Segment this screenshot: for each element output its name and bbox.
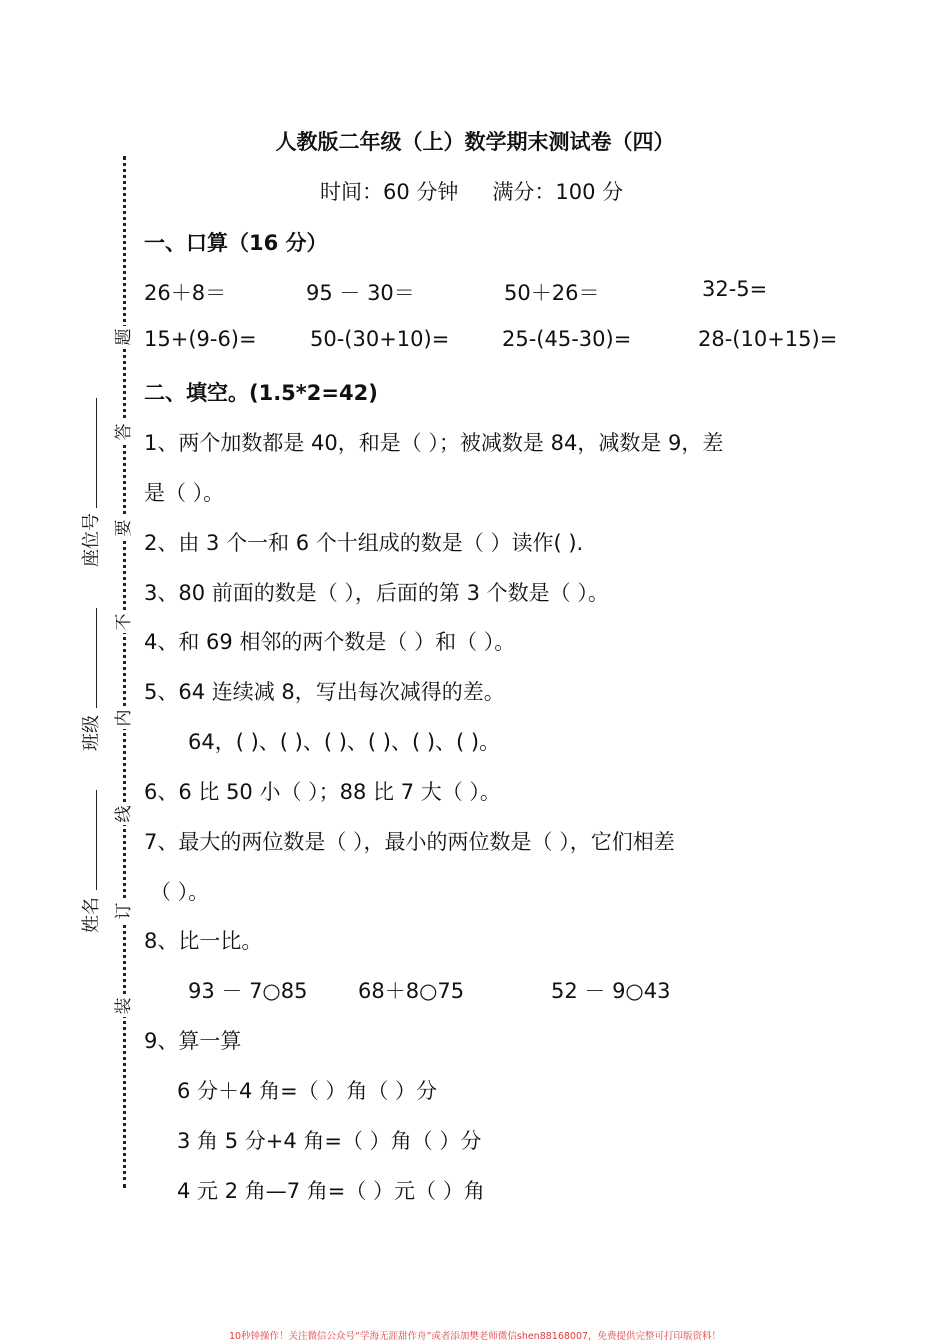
margin-char: 装 (112, 995, 136, 1017)
oral-calc-item: 26＋8＝ (144, 281, 227, 305)
question-7: 7、最大的两位数是（ ），最小的两位数是（ ），它们相差 (144, 830, 675, 854)
margin-char: 题 (112, 326, 136, 348)
oral-calc-item: 15+(9-6)= (144, 327, 257, 351)
margin-char: 内 (112, 707, 136, 729)
section2-heading: 二、填空。(1.5*2=42) (144, 381, 378, 405)
name-label: 姓名 (81, 897, 102, 933)
money-item: 6 分＋4 角=（ ）角（ ）分 (177, 1079, 438, 1103)
oral-calc-item: 50＋26＝ (504, 281, 600, 305)
question-2: 2、由 3 个一和 6 个十组成的数是（ ）读作( ). (144, 531, 584, 555)
question-1: 1、两个加数都是 40，和是（ ）；被减数是 84，减数是 9，差 (144, 431, 724, 455)
oral-calc-item: 95 － 30＝ (306, 281, 415, 305)
footer-note: 10秒钟操作！关注微信公众号“学海无涯甜作舟”或者添加樊老师微信shen88168007，免费提供完整可打印版资料！ (228, 1331, 722, 1342)
oral-calc-item: 28-(10+15)= (698, 327, 838, 351)
question-8: 8、比一比。 (144, 929, 263, 953)
page-title: 人教版二年级（上）数学期末测试卷（四） (275, 130, 675, 154)
question-1-cont: 是（ ）。 (144, 481, 225, 505)
margin-char: 不 (112, 611, 136, 633)
seat-number-rule (96, 398, 97, 508)
compare-item: 93 － 7○85 (188, 979, 308, 1003)
section1-heading: 一、口算（16 分） (144, 231, 328, 255)
oral-calc-item: 32-5= (702, 277, 768, 301)
question-3: 3、80 前面的数是（ ），后面的第 3 个数是（ ）。 (144, 581, 609, 605)
margin-char: 线 (112, 803, 136, 825)
seat-number-label: 座位号 (81, 513, 102, 567)
money-item: 4 元 2 角—7 角=（ ）元（ ）角 (177, 1179, 485, 1203)
question-7-cont: （ ）。 (150, 880, 210, 904)
class-label: 班级 (81, 715, 102, 751)
margin-char: 答 (112, 421, 136, 443)
compare-item: 52 － 9○43 (551, 979, 671, 1003)
question-5-answer: 64，( )、( )、( )、( )、( )、( )。 (188, 730, 501, 754)
margin-char: 要 (112, 517, 136, 539)
oral-calc-item: 25-(45-30)= (502, 327, 632, 351)
compare-item: 68＋8○75 (358, 979, 465, 1003)
oral-calc-item: 50-(30+10)= (310, 327, 450, 351)
margin-char: 订 (112, 900, 136, 922)
class-rule (96, 608, 97, 708)
money-item: 3 角 5 分+4 角=（ ）角（ ）分 (177, 1129, 482, 1153)
question-4: 4、和 69 相邻的两个数是（ ）和（ ）。 (144, 630, 516, 654)
question-5: 5、64 连续减 8，写出每次减得的差。 (144, 680, 505, 704)
question-6: 6、6 比 50 小（ ）；88 比 7 大（ ）。 (144, 780, 501, 804)
question-9: 9、算一算 (144, 1029, 242, 1053)
time-limit: 时间：60 分钟 (320, 180, 459, 204)
name-rule (96, 790, 97, 890)
binding-dotted-line (123, 156, 126, 1188)
full-score: 满分：100 分 (492, 180, 624, 204)
exam-info (320, 176, 623, 206)
